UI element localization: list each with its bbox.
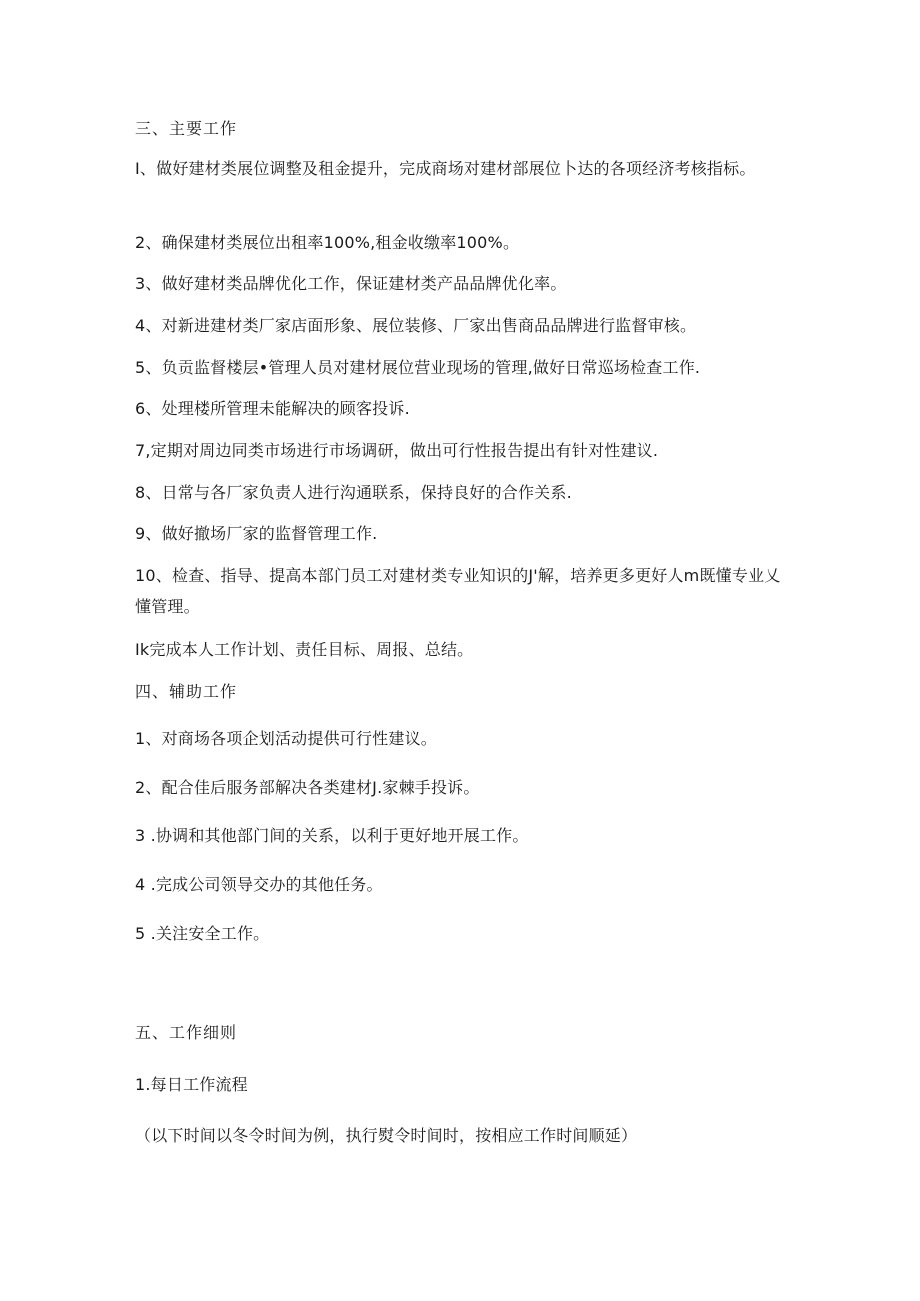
section-4-heading: 四、辅助工作 — [135, 682, 238, 701]
section-3-item-5: 5、负贡监督楼层•管理人员对建材展位营业现场的管理,做好日常巡场检查工作. — [135, 358, 701, 377]
section-4-item-2: 2、配合佳后服务部解决各类建材J.家棘手投诉。 — [135, 778, 480, 797]
section-3-item-7: 7,定期对周边同类市场进行市场调研，做出可行性报告提出有针对性建议. — [135, 441, 659, 460]
section-3-item-1: I、做好建材类展位调整及租金提升，完成商场对建材部展位卜达的各项经济考核指标。 — [135, 159, 756, 178]
section-5-note: （以下时间以冬令时间为例，执行熨令时间时，按相应工作时间顺延） — [135, 1126, 638, 1145]
section-3-item-8: 8、日常与各厂家负责人进行沟通联系，保持良好的合作关系. — [135, 483, 572, 502]
section-5-heading: 五、工作细则 — [135, 1023, 238, 1042]
section-3-item-6: 6、处理楼所管理未能解决的顾客投诉. — [135, 399, 410, 418]
section-4-item-4: 4 .完成公司领导交办的其他任务。 — [135, 875, 383, 894]
section-5-subheading-1: 1.每日工作流程 — [135, 1075, 248, 1094]
section-3-item-3: 3、做好建材类品牌优化工作，保证建材类产品品牌优化率。 — [135, 274, 567, 293]
section-3-item-4: 4、对新进建材类厂家店面形象、展位装修、厂家出售商品品牌进行监督审核。 — [135, 316, 697, 335]
section-3-item-11: Ik完成本人工作计划、责任目标、周报、总结。 — [135, 640, 474, 659]
section-3-heading: 三、主要工作 — [135, 119, 238, 138]
section-4-item-3: 3 .协调和其他部门间的关系，以利于更好地开展工作。 — [135, 826, 529, 845]
section-3-item-10: 10、检查、指导、提高本部门员工对建材类专业知识的J'解，培养更多更好人m既懂专业乂懂管理。 — [135, 566, 781, 616]
section-4-item-5: 5 .关注安全工作。 — [135, 924, 270, 943]
section-4-item-1: 1、对商场各项企划活动提供可行性建议。 — [135, 729, 437, 748]
section-3-item-9: 9、做好撤场厂家的监督管理工作. — [135, 524, 378, 543]
section-3-item-2: 2、确保建材类展位出租率100%,租金收缴率100%。 — [135, 233, 520, 252]
